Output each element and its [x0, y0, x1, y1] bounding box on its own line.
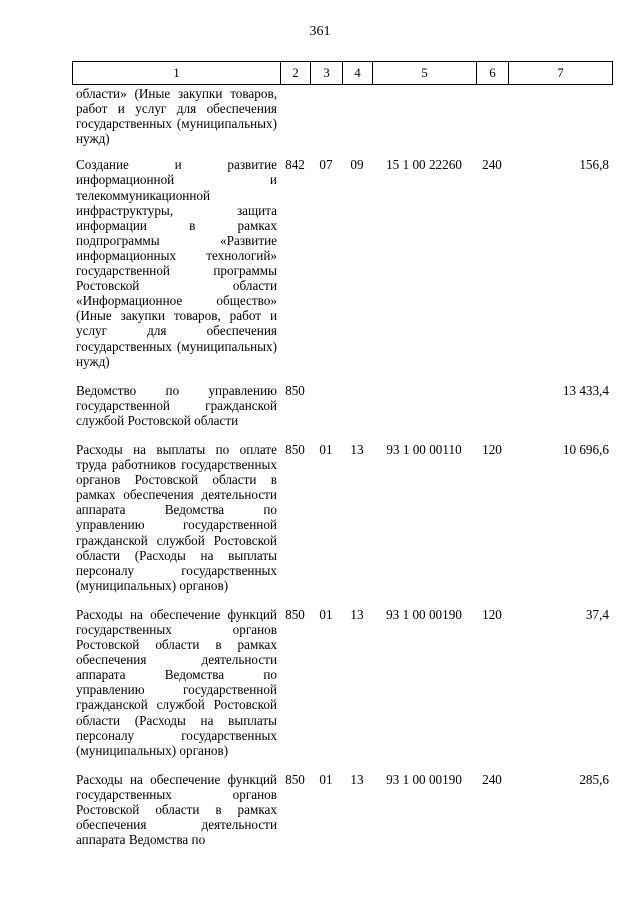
column-header-1: 1: [73, 62, 281, 85]
row-subsection-code: [342, 383, 372, 442]
row-amount: [508, 86, 612, 157]
column-header-table: [72, 61, 613, 85]
table-row: [72, 607, 612, 772]
row-grbs-code: 842: [285, 157, 305, 173]
table-row: [72, 157, 612, 382]
column-header-2: 2: [281, 62, 311, 85]
row-description: Расходы на выплаты по оплате труда работников государственных органов Ростовской области в рамках обеспечения деятельности аппарата Ведомства по управлению государственной гражданской службой Ростовской области (Расходы на выплаты персоналу государственных (муниципальных) органов): [76, 441, 277, 593]
row-section-code: [310, 86, 342, 157]
column-header-row: [73, 62, 613, 85]
row-expense-type-code: [476, 383, 508, 442]
row-description: Создание и развитие информационной и телекоммуникационной инфраструктуры, защита информации в рамках подпрограммы «Развитие информационных технологий» государственной программы Ростовской области «Информационное общество» (Иные закупки товаров, работ и услуг для обеспечения государственных (муниципальных) нужд): [76, 157, 277, 369]
row-description: Расходы на обеспечение функций государственных органов Ростовской области в рамках обеспечения деятельности аппарата Ведомства по управлению государственной гражданской службой Ростовской области (Расходы на выплаты персоналу государственных (муниципальных) органов): [76, 606, 277, 758]
row-expense-type-code: 120: [482, 441, 502, 457]
row-description: Расходы на обеспечение функций государственных органов Ростовской области в рамках обеспечения деятельности аппарата Ведомства по: [76, 771, 277, 848]
row-subsection-code: 09: [350, 157, 364, 173]
column-header-3: 3: [311, 62, 343, 85]
row-amount: 13 433,4: [562, 382, 609, 398]
row-amount: 156,8: [579, 157, 609, 173]
row-target-article-code: [372, 86, 476, 157]
row-expense-type-code: 120: [482, 606, 502, 622]
row-amount: 37,4: [585, 606, 609, 622]
row-expense-type-code: 240: [482, 771, 502, 787]
row-expense-type-code: 240: [482, 157, 502, 173]
row-grbs-code: 850: [285, 441, 305, 457]
table-row: [72, 383, 612, 442]
row-section-code: 01: [319, 441, 333, 457]
budget-table: [72, 86, 612, 861]
column-header-4: 4: [343, 62, 373, 85]
table-row: [72, 86, 612, 157]
page-number: 361: [309, 24, 331, 39]
row-subsection-code: [342, 86, 372, 157]
row-subsection-code: 13: [350, 606, 364, 622]
row-amount: 10 696,6: [562, 441, 609, 457]
row-grbs-code: 850: [285, 771, 305, 787]
table-row: [72, 442, 612, 607]
row-grbs-code: 850: [285, 382, 305, 398]
row-section-code: 07: [319, 157, 333, 173]
row-grbs-code: [280, 86, 310, 157]
row-amount: 285,6: [579, 771, 609, 787]
row-expense-type-code: [476, 86, 508, 157]
column-header-5: 5: [373, 62, 477, 85]
row-section-code: 01: [319, 606, 333, 622]
row-grbs-code: 850: [285, 606, 305, 622]
row-target-article-code: 93 1 00 00110: [386, 441, 462, 457]
row-description: Ведомство по управлению государственной гражданской службой Ростовской области: [76, 382, 277, 428]
row-description: области» (Иные закупки товаров, работ и услуг для обеспечения государственных (муниципальных) нужд): [76, 86, 277, 147]
row-subsection-code: 13: [350, 771, 364, 787]
row-section-code: 01: [319, 771, 333, 787]
column-header-7: 7: [509, 62, 613, 85]
row-subsection-code: 13: [350, 441, 364, 457]
table-row: [72, 772, 612, 861]
row-section-code: [310, 383, 342, 442]
row-target-article-code: 93 1 00 00190: [386, 771, 462, 787]
row-target-article-code: [372, 383, 476, 442]
column-header-6: 6: [477, 62, 509, 85]
row-target-article-code: 93 1 00 00190: [386, 606, 462, 622]
row-target-article-code: 15 1 00 22260: [386, 157, 462, 173]
